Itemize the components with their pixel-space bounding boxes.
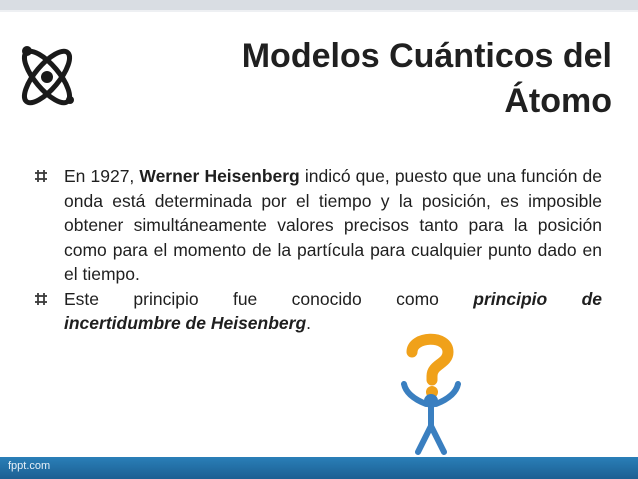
bullet-1-bold-name: Werner Heisenberg <box>139 166 300 186</box>
bullet-2-text-end: . <box>306 313 312 333</box>
bullet-2-line-1 <box>64 287 602 312</box>
atom-icon <box>10 36 85 116</box>
bullet-text <box>64 166 602 284</box>
bullet-list <box>34 164 602 336</box>
bullet-2-emphasis-2: incertidumbre de Heisenberg <box>64 313 307 333</box>
title-line-2: Átomo <box>504 82 612 120</box>
bullet-item <box>34 164 602 287</box>
slide-title <box>142 34 612 124</box>
question-person-icon <box>392 330 470 456</box>
square-bullet-icon <box>34 169 48 183</box>
bullet-1-text-start: En 1927, <box>64 166 140 186</box>
square-bullet-icon <box>34 292 48 306</box>
top-decorative-line <box>0 10 638 12</box>
bullet-item <box>34 287 602 336</box>
bullet-2-text-start: Este principio fue conocido como <box>64 288 474 309</box>
bullet-1-text-end: indicó que, puesto que una función de onda está determinada por el tiempo y la posición, es imposible obtener simultáneamente valores precisos tanto para la posición como para el momento de la partícula para cualquier punto dado en el tiempo. <box>64 166 603 284</box>
footer-credit: fppt.com <box>8 460 51 472</box>
title-line-1: Modelos Cuánticos del <box>241 37 612 75</box>
footer-bar <box>0 457 638 479</box>
bullet-2-emphasis-1: principio de <box>473 288 602 309</box>
bullet-2-line-2 <box>64 311 602 336</box>
top-decorative-bar <box>0 0 638 10</box>
